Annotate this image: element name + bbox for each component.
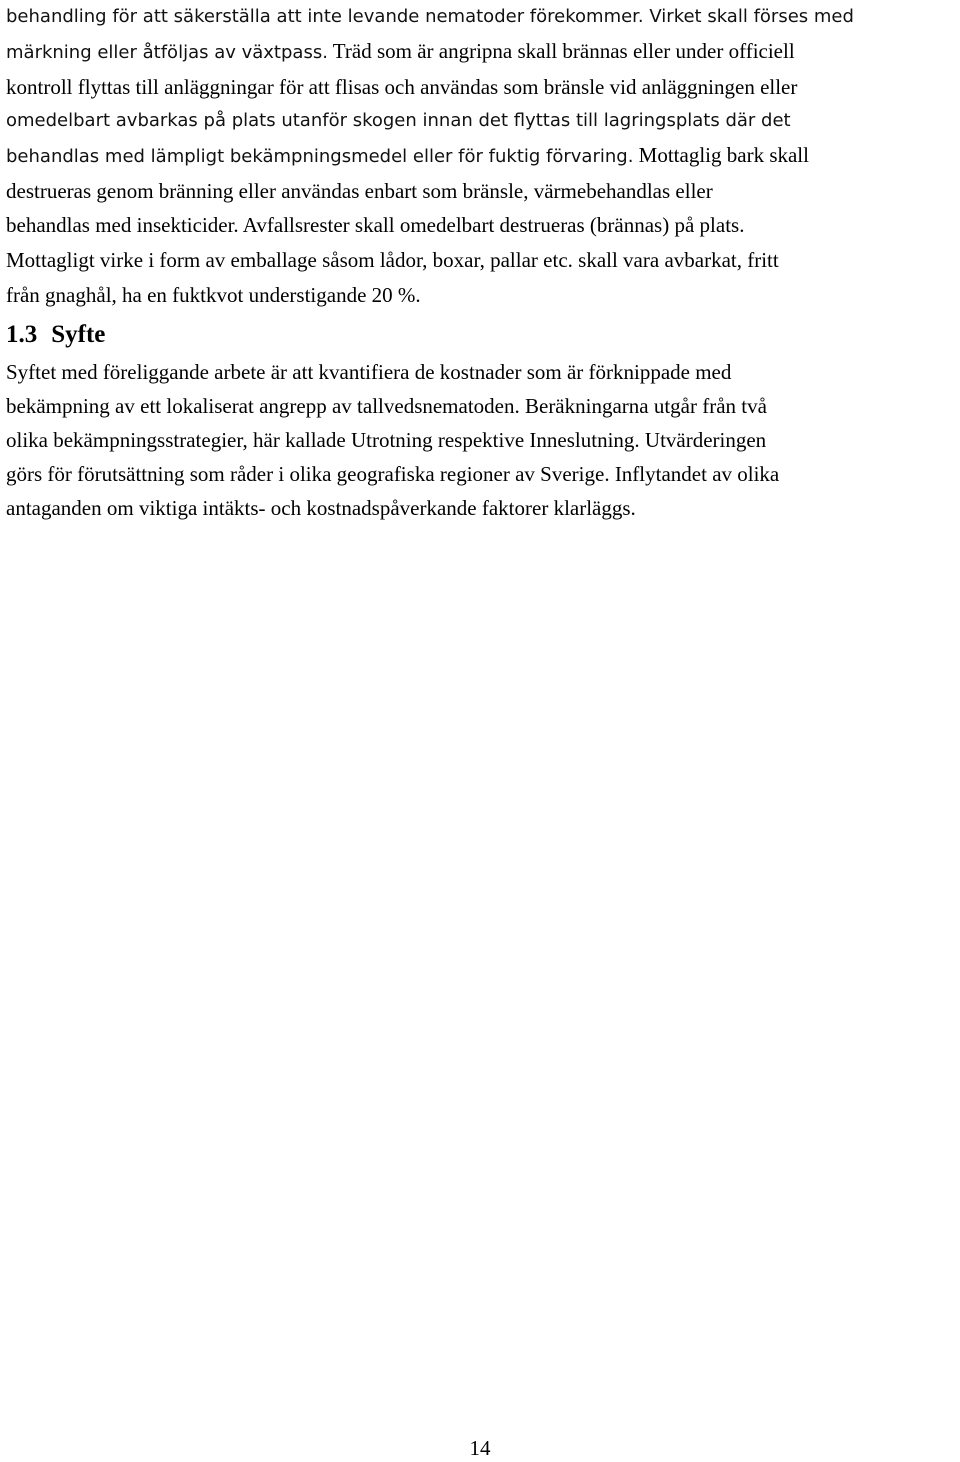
text-run: skall vara avbarkat, fritt (572, 248, 779, 272)
text-line: behandling för att säkerställa att inte levande nematoder förekommer. Virket skall förses med (6, 6, 854, 27)
text-line: destrueras genom bränning eller användas enbart som bränsle, värmebehandlas eller (6, 179, 713, 203)
text-run: Avfallsrester skall omedelbart destrueras (brännas) på plats. (238, 213, 745, 237)
text-line: Syftet med föreliggande arbete är att kvantifiera de kostnader som är förknippade med (6, 360, 732, 384)
text-run: behandlas med insekticider. (6, 213, 239, 237)
section-heading (6, 320, 105, 350)
paragraph-purpose (6, 355, 952, 525)
text-line: omedelbart avbarkas på plats utanför skogen innan det flyttas till lagringsplats där det (6, 110, 791, 131)
text-line (6, 138, 952, 174)
text-line (6, 208, 952, 243)
section-number: 1.3 (6, 321, 38, 348)
text-line: antaganden om viktiga intäkts- och kostnadspåverkande faktorer klarläggs. (6, 496, 636, 520)
paragraph-continued (6, 0, 952, 312)
text-line (6, 243, 952, 278)
text-line: kontroll flyttas till anläggningar för att flisas och användas som bränsle vid anläggningen eller (6, 75, 798, 99)
text-run: Mottaglig bark skall (633, 143, 809, 167)
text-run: Träd som är angripna skall brännas eller under officiell (327, 39, 795, 63)
text-run: märkning eller åtföljas av växtpass. (6, 42, 328, 63)
text-line: olika bekämpningsstrategier, här kallade Utrotning respektive Inneslutning. Utvärderingen (6, 428, 767, 452)
text-line (6, 34, 952, 70)
text-line: från gnaghål, ha en fuktkvot understigande 20 %. (6, 283, 421, 307)
section-title: Syfte (51, 321, 106, 348)
text-run: Mottagligt virke i form av emballage såsom lådor, boxar, pallar etc. (6, 248, 573, 272)
text-line: bekämpning av ett lokaliserat angrepp av tallvedsnematoden. Beräkningarna utgår från två (6, 394, 767, 418)
page-number: 14 (469, 1436, 491, 1460)
text-run: behandlas med lämpligt bekämpningsmedel eller för fuktig förvaring. (6, 146, 634, 167)
text-line: görs för förutsättning som råder i olika geografiska regioner av Sverige. Inflytandet av olika (6, 462, 780, 486)
